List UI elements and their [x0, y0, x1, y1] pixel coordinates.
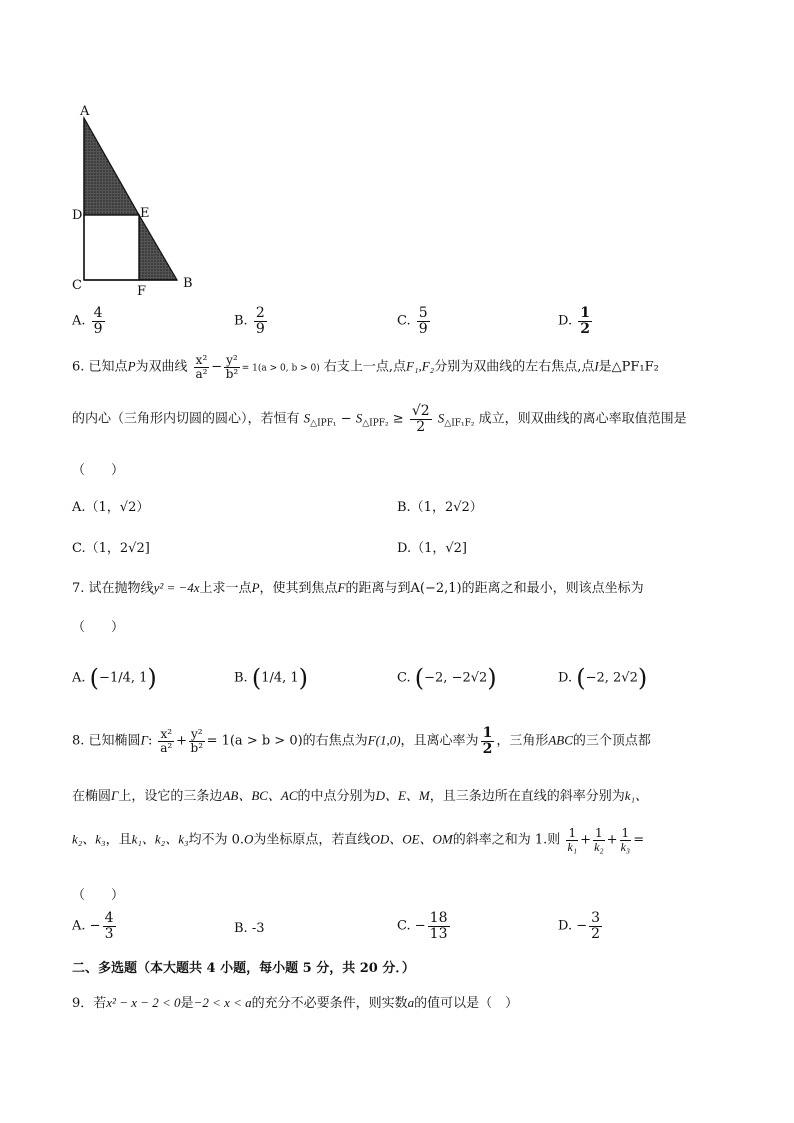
q7-option-d[interactable]: D. (−2, 2√2): [558, 664, 648, 692]
q6-answer-bracket: （ ）: [72, 463, 125, 478]
q6-line2: 的内心（三角形内切圆的圆心），若恒有 $S_{\triangle IPF_1} - S_{\triangle IPF_2}$ ≥ $\frac{√2}{2}$ $S_{\triangle IF_1F_2}$ 成立，则双曲线的离心率取值范围是: [72, 403, 687, 435]
label-a: A: [80, 104, 90, 119]
q9-line1: 9．若x² − x − 2 < 0是−2 < x < a的充分不必要条件，则实数a的值可以是（ ）: [72, 995, 519, 1011]
q6-line1: 6. 已知点P为双曲线 $\frac{\text{x²}}{\text{a²}}$ − $\frac{\text{y²}}{\text{b²}}$ = 1(a > 0, b > 0) 右支上一点,点F₁,F₂分别为双曲线的左右焦点,点I是△PF₁F₂: [72, 353, 659, 381]
label-e: E: [140, 206, 150, 221]
q8-line1: 8. 已知椭圆Γ: $\frac{\text{x²}}{\text{a²}}$ + $\frac{\text{y²}}{\text{b²}}$ = 1(a > b > 0)的右焦点为F(1,0)，且离心率为 $\frac{1}{2}$ ，三角形ABC的三个顶点都: [72, 725, 651, 757]
q7-line1: 7. 试在抛物线y² = −4x上求一点P，使其到焦点F的距离与到A(−2,1)的距离之和最小，则该点坐标为: [72, 580, 644, 596]
q8-option-c[interactable]: C. − $\frac{18}{13}$: [397, 910, 448, 942]
label-d: D: [72, 208, 83, 223]
q5-option-b[interactable]: B. $\frac{2}{9}$: [234, 305, 265, 337]
q8-option-a[interactable]: A. − $\frac{4}{3}$: [72, 910, 114, 942]
inscribed-square: [84, 215, 139, 280]
q5-option-a[interactable]: A. $\frac{4}{9}$: [72, 305, 103, 337]
geometry-figure: [70, 104, 200, 299]
q8-line3: k₂、k₃，且k₁、k₂、k₃均不为 0.O为坐标原点，若直线OD、OE、OM的斜率之和为 1.则 $\frac{1}{\text{k₁}}$ + $\frac{1}{\text{k₂}}$ + $\frac{1}{\text{k₃}}$ =: [72, 826, 645, 854]
label-f: F: [137, 284, 147, 299]
label-b: B: [183, 276, 193, 291]
q5-option-c[interactable]: C. $\frac{5}{9}$: [397, 305, 428, 337]
label-c: C: [72, 278, 82, 293]
q7-answer-bracket: （ ）: [72, 620, 125, 635]
q6-option-d[interactable]: D.（1，√2]: [397, 541, 467, 556]
q6-option-c[interactable]: C.（1，2√2]: [72, 541, 150, 556]
q6-option-a[interactable]: A.（1，√2）: [72, 500, 150, 515]
section-heading: 二、多选题（本大题共 4 小题，每小题 5 分，共 20 分．）: [72, 961, 415, 976]
q6-option-b[interactable]: B.（1，2√2）: [397, 500, 483, 515]
q7-option-b[interactable]: B. (1/4, 1): [234, 664, 309, 692]
q8-line2: 在椭圆Γ上，设它的三条边AB、BC、AC的中点分别为D、E、M，且三条边所在直线的斜率分别为k₁、: [72, 788, 649, 804]
shaded-triangle-right: [139, 215, 177, 280]
triangle-square-diagram: [70, 104, 200, 299]
q8-option-b[interactable]: B. -3: [234, 921, 265, 936]
q7-option-c[interactable]: C. (−2, −2√2): [397, 664, 497, 692]
q8-option-d[interactable]: D. − $\frac{3}{2}$: [558, 910, 601, 942]
q5-option-d[interactable]: D. $\frac{1}{2}$: [558, 305, 590, 337]
q7-option-a[interactable]: A. (−1/4, 1): [72, 664, 157, 692]
q8-answer-bracket: （ ）: [72, 888, 125, 903]
shaded-triangle-top: [84, 118, 139, 215]
